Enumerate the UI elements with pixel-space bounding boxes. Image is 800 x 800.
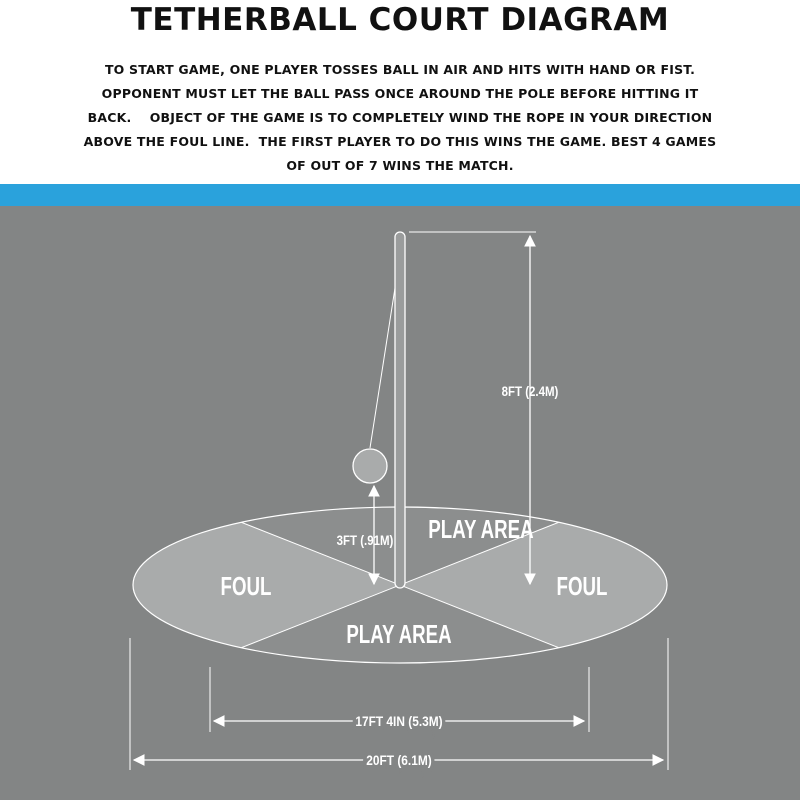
foul-line-height-label: 3FT (.91M) (336, 531, 394, 549)
court-diagram (0, 206, 800, 800)
foul-label-right: FOUL (556, 570, 608, 601)
instructions-line: OF OUT OF 7 WINS THE MATCH. (286, 158, 514, 173)
instructions-line: ABOVE THE FOUL LINE. THE FIRST PLAYER TO DO THIS WINS THE GAME. BEST 4 GAMES (83, 134, 717, 149)
page-title: TETHERBALL COURT DIAGRAM (130, 2, 670, 38)
play-area-label-top: PLAY AREA (428, 513, 534, 544)
foul-label-left: FOUL (220, 570, 272, 601)
play-area-label-bottom: PLAY AREA (346, 618, 452, 649)
instructions-line: BACK. OBJECT OF THE GAME IS TO COMPLETELY WIND THE ROPE IN YOUR DIRECTION (87, 110, 713, 125)
instructions-line: OPPONENT MUST LET THE BALL PASS ONCE AROUND THE POLE BEFORE HITTING IT (101, 86, 699, 101)
outer-width-label: 20FT (6.1M) (366, 752, 432, 769)
header (0, 0, 800, 184)
inner-width-label: 17FT 4IN (5.3M) (355, 713, 443, 730)
accent-band (0, 184, 800, 206)
pole-height-label: 8FT (2.4M) (501, 382, 559, 400)
tetherball-ball (353, 449, 387, 483)
instructions-text (60, 58, 740, 178)
instructions-line: TO START GAME, ONE PLAYER TOSSES BALL IN AIR AND HITS WITH HAND OR FIST. (104, 62, 696, 77)
